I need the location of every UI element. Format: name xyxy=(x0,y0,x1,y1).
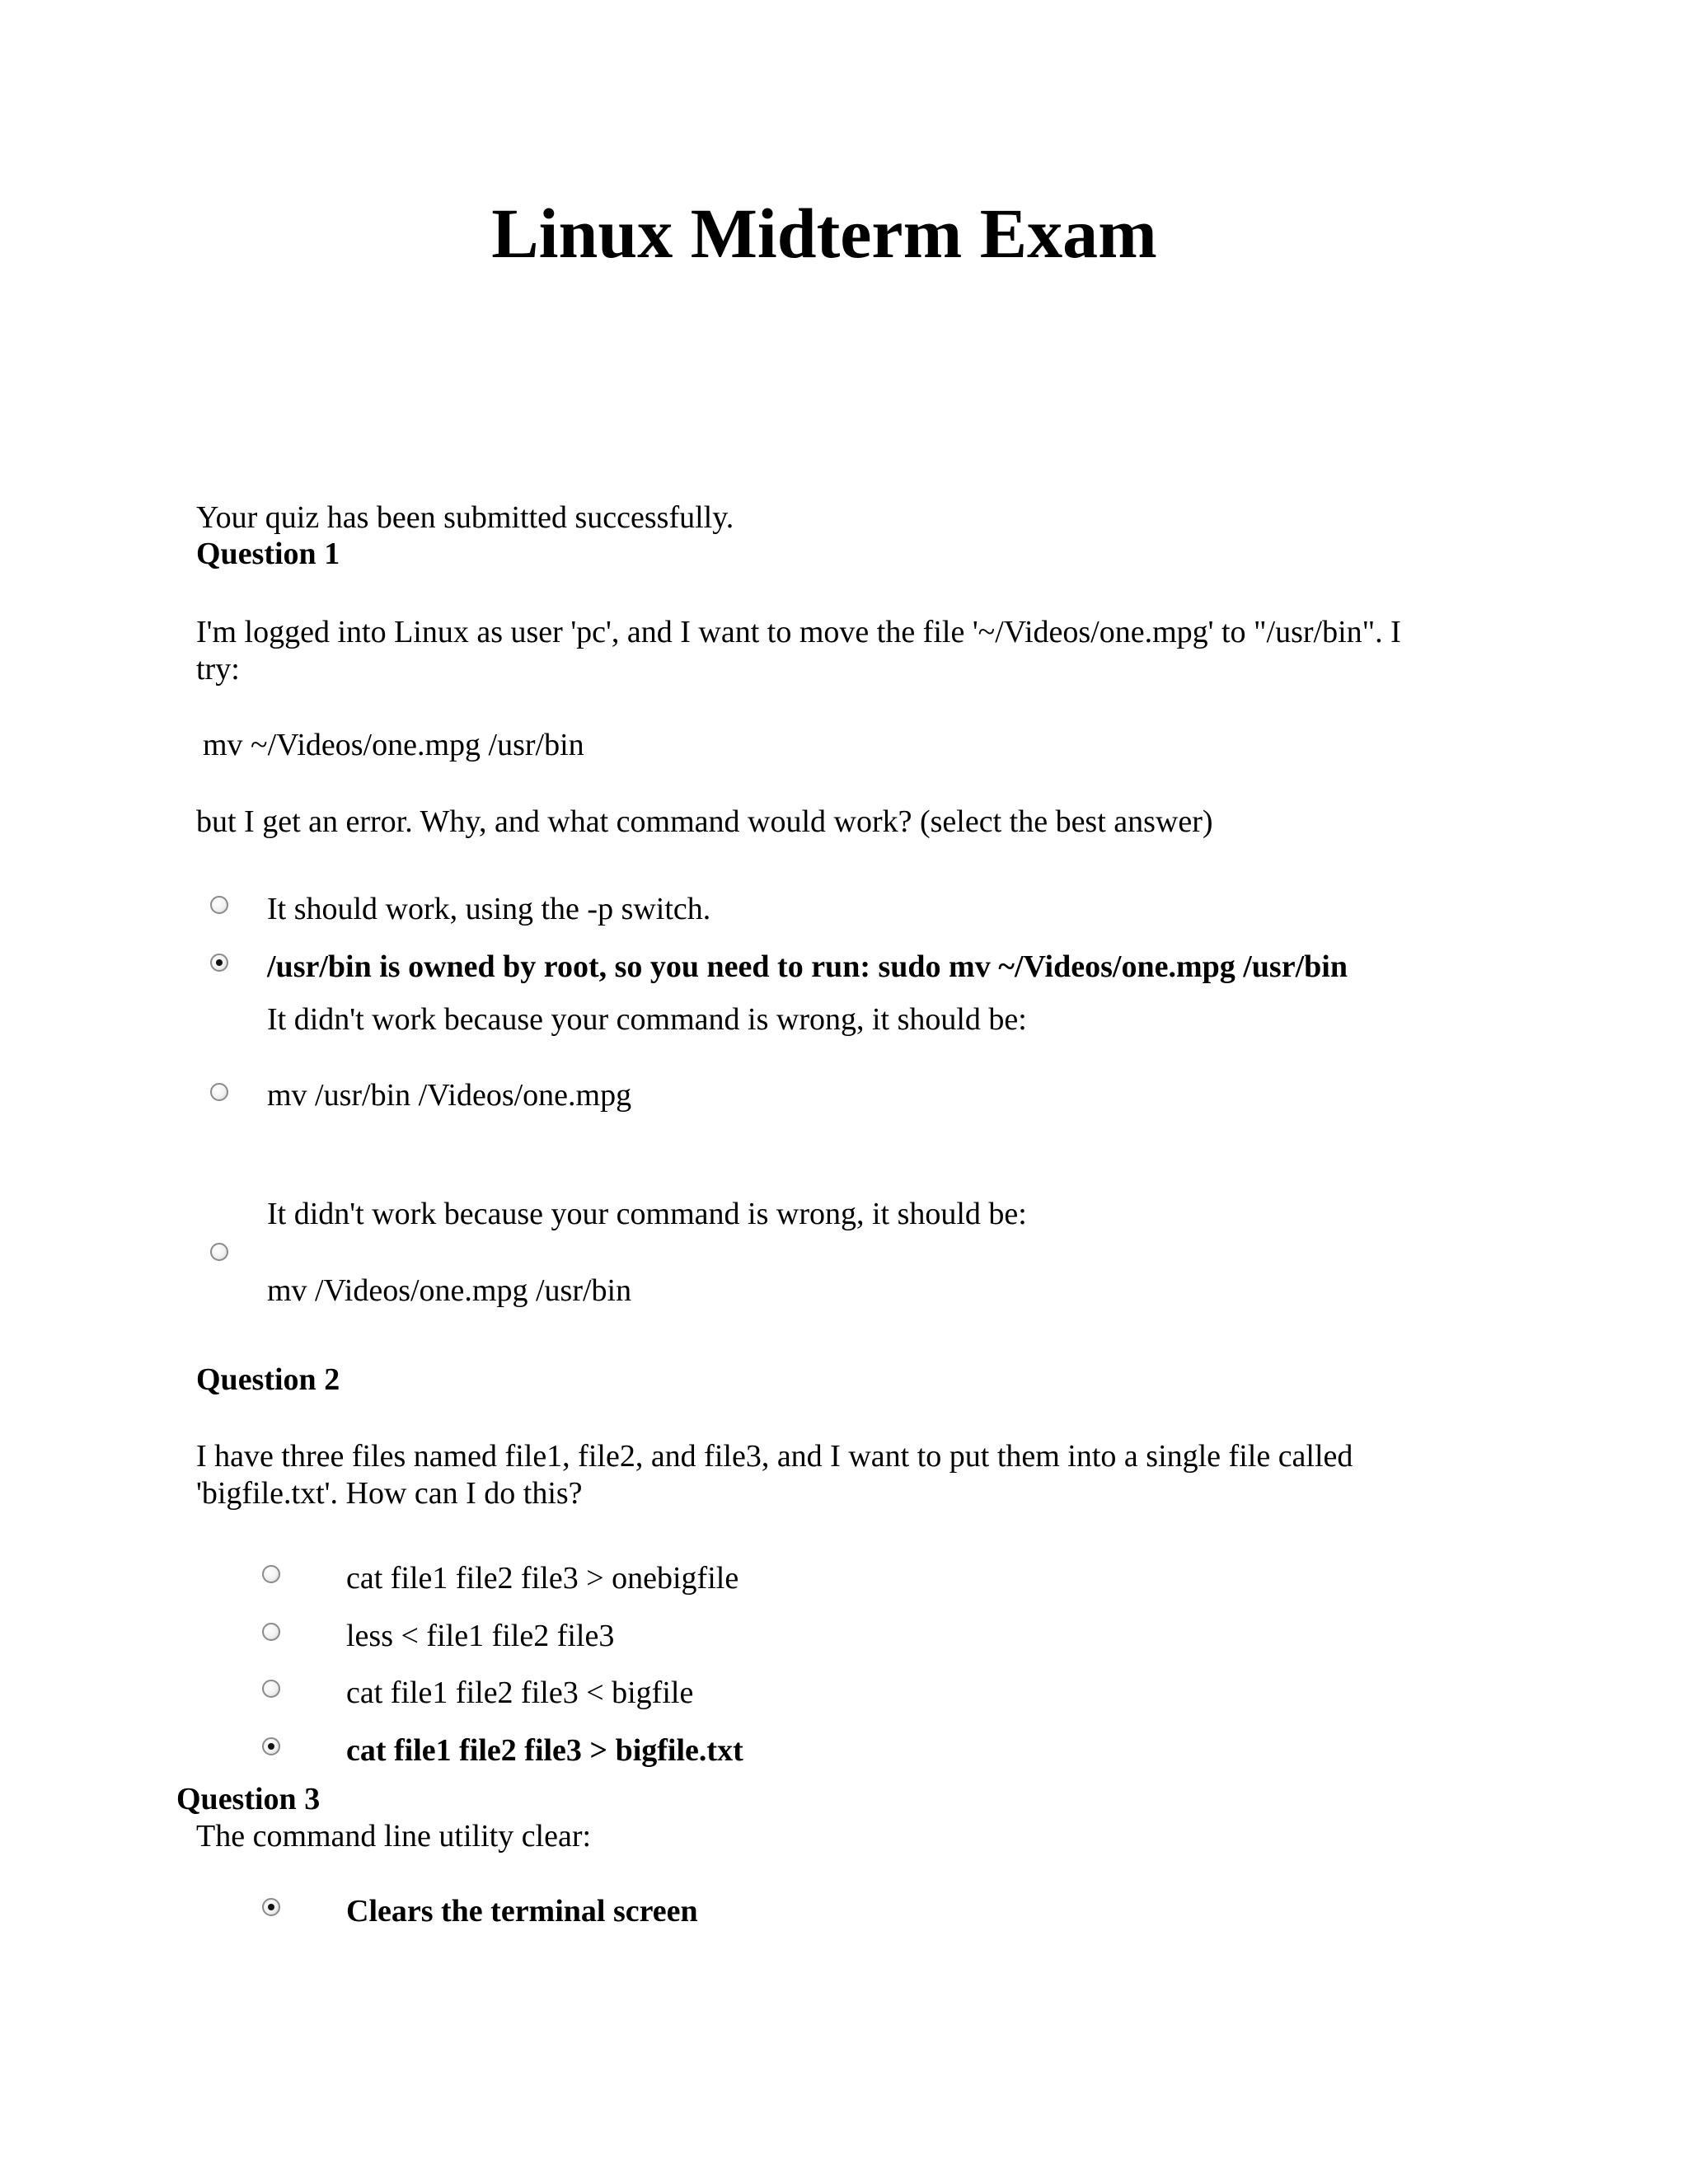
q2-option-3-radio[interactable] xyxy=(262,1680,280,1698)
q1-option-3-label-line2: mv /usr/bin /Videos/one.mpg xyxy=(267,1078,632,1113)
page-title: Linux Midterm Exam xyxy=(491,194,1157,273)
question-3-heading: Question 3 xyxy=(176,1782,321,1816)
question-1-text-line1: I'm logged into Linux as user 'pc', and I want to move the file '~/Videos/one.mpg' to "/usr/bin". I xyxy=(196,615,1401,649)
question-1-text-line2: try: xyxy=(196,652,240,687)
q2-option-1-radio[interactable] xyxy=(262,1565,280,1583)
q3-option-1-radio[interactable] xyxy=(262,1898,280,1916)
q1-option-2-radio[interactable] xyxy=(210,954,228,972)
q1-option-1-label: It should work, using the -p switch. xyxy=(267,892,711,926)
question-2-text-line2: 'bigfile.txt'. How can I do this? xyxy=(196,1476,583,1511)
q2-option-1-label: cat file1 file2 file3 > onebigfile xyxy=(346,1561,739,1596)
q1-option-4-label-line2: mv /Videos/one.mpg /usr/bin xyxy=(267,1273,632,1308)
question-1-command: mv ~/Videos/one.mpg /usr/bin xyxy=(203,728,584,762)
q1-option-4-label-line1: It didn't work because your command is wrong, it should be: xyxy=(267,1197,1027,1231)
submission-status: Your quiz has been submitted successfully. xyxy=(196,500,734,535)
q1-option-3-radio[interactable] xyxy=(210,1083,228,1101)
q1-option-4-radio[interactable] xyxy=(210,1243,228,1261)
question-2-text-line1: I have three files named file1, file2, and file3, and I want to put them into a single file called xyxy=(196,1439,1353,1474)
q1-option-1-radio[interactable] xyxy=(210,896,228,914)
q2-option-3-label: cat file1 file2 file3 < bigfile xyxy=(346,1675,694,1710)
question-2-heading: Question 2 xyxy=(196,1362,340,1397)
q1-option-2-label: /usr/bin is owned by root, so you need to run: sudo mv ~/Videos/one.mpg /usr/bin xyxy=(267,949,1348,984)
question-1-prompt: but I get an error. Why, and what command would work? (select the best answer) xyxy=(196,804,1213,839)
q2-option-2-radio[interactable] xyxy=(262,1623,280,1641)
q2-option-4-radio[interactable] xyxy=(262,1737,280,1755)
question-1-heading: Question 1 xyxy=(196,537,340,571)
q2-option-2-label: less < file1 file2 file3 xyxy=(346,1619,615,1653)
q2-option-4-label: cat file1 file2 file3 > bigfile.txt xyxy=(346,1733,743,1768)
q3-option-1-label: Clears the terminal screen xyxy=(346,1894,698,1929)
question-3-text: The command line utility clear: xyxy=(196,1819,592,1854)
q1-option-3-label-line1: It didn't work because your command is wrong, it should be: xyxy=(267,1002,1027,1037)
